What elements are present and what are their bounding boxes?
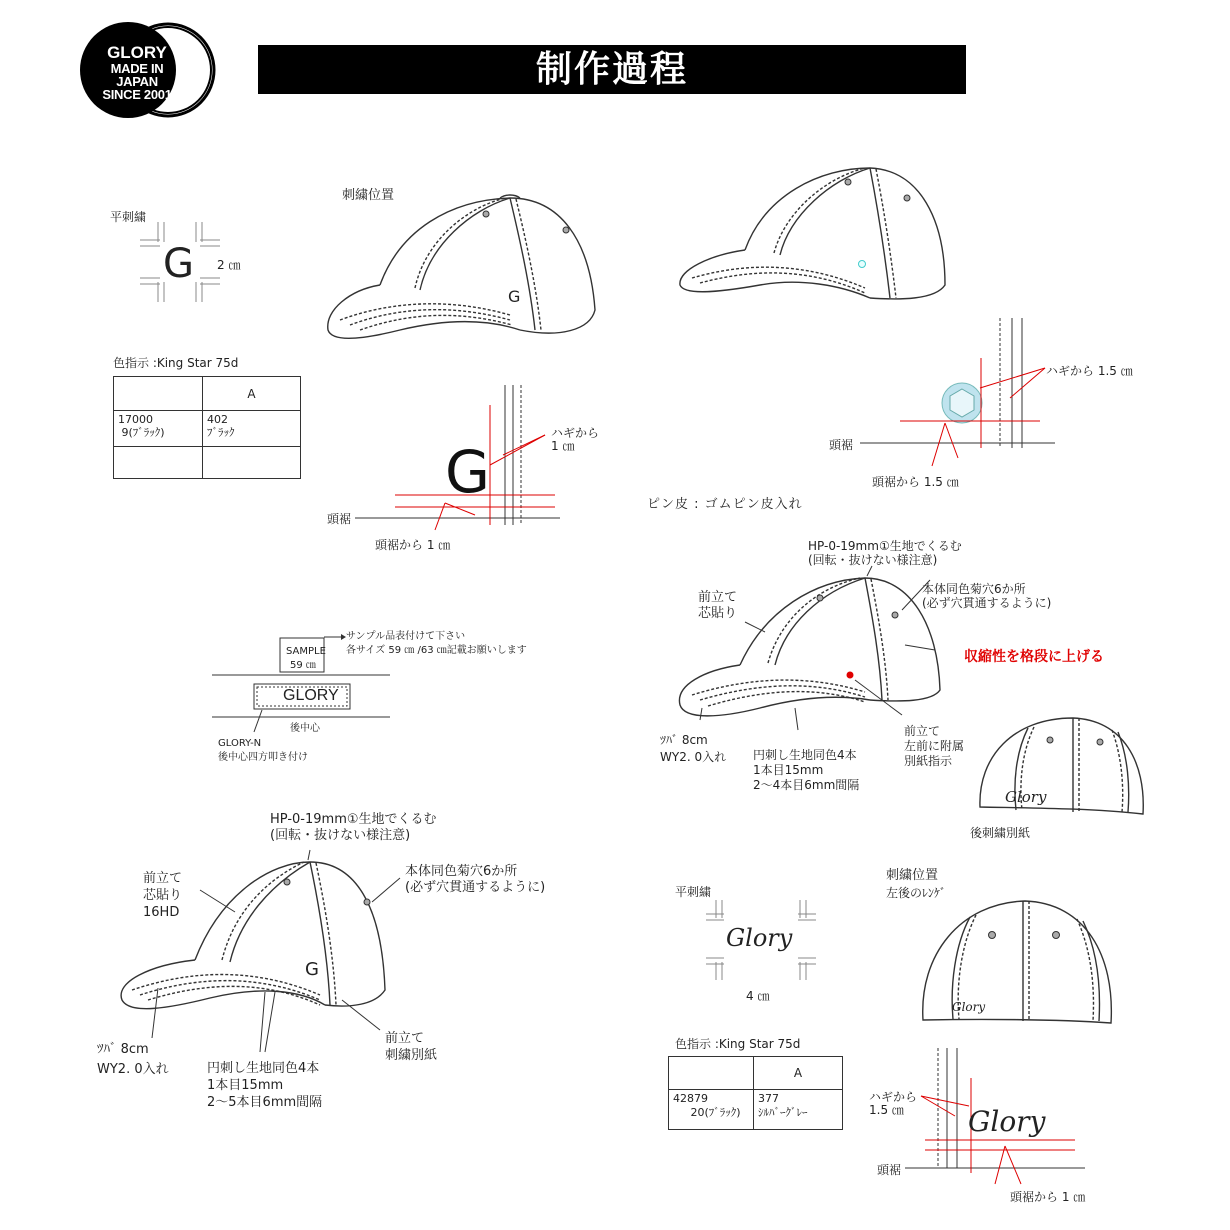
pin-leather-note: ピン皮 : ゴムピン皮入れ — [647, 497, 803, 512]
flat-embroidery-label: 平刺繍 — [110, 210, 147, 224]
sample-tag-text: SAMPLE — [286, 646, 326, 657]
label-code: GLORY-N — [218, 738, 262, 749]
button-note-3: HP-0-19mm①生地でくるむ (回転・抜けない様注意) — [808, 539, 962, 567]
back-center-label: 後中心 — [290, 723, 320, 734]
table-cell — [203, 447, 301, 479]
signature-placement: Glory — [968, 1105, 1046, 1138]
front-note-4: 前立て 芯貼り 16HD — [143, 871, 183, 920]
back-signature-2: Glory — [952, 1000, 986, 1014]
table-cell: 377 ｼﾙﾊﾞｰｸﾞﾚｰ — [754, 1090, 843, 1130]
stitch-note-4: 円刺し生地同色4本 1本目15mm 2〜5本目6mm間隔 — [207, 1061, 323, 1110]
brim-note-4: ﾂﾊﾞ 8cm WY2. 0入れ — [97, 1042, 169, 1077]
button-note-4: HP-0-19mm①生地でくるむ (回転・抜けない様注意) — [270, 812, 437, 843]
eyelets-note-4: 本体同色菊穴6か所 (必ず穴貫通するように) — [405, 864, 546, 895]
g-size-label: 2 ㎝ — [217, 258, 241, 272]
signature-sample: Glory — [726, 924, 793, 952]
eyelets-note-3: 本体同色菊穴6か所 (必ず穴貫通するように) — [922, 582, 1052, 610]
svg-text:G: G — [445, 438, 490, 506]
color-instruction-label: 色指示 :King Star 75d — [113, 356, 239, 370]
table-cell — [114, 377, 203, 411]
from-hem-1cm-2: 頭裾から 1 ㎝ — [1010, 1190, 1086, 1204]
logo-line2: MADE IN JAPAN — [110, 61, 164, 89]
embroidery-position-label-2: 刺繍位置 — [886, 868, 939, 883]
front-emb-note-4: 前立て 刺繍別紙 — [385, 1031, 438, 1063]
embroidery-position-sub: 左後のﾚﾝｹﾞ — [886, 886, 947, 900]
cap-back-view-1 — [968, 712, 1148, 822]
sample-note-1: サンプル品表付けて下さい — [346, 631, 466, 642]
embroidery-position-label: 刺繍位置 — [342, 188, 395, 203]
from-hem-1cm: 頭裾から 1 ㎝ — [375, 538, 451, 552]
svg-text:G: G — [508, 287, 521, 306]
g-placement-diagram — [355, 385, 615, 535]
front-left-note: 前立て 左前に附属 別紙指示 — [904, 724, 965, 768]
back-signature-1: Glory — [1005, 788, 1047, 806]
sample-note-2: 各サイズ 59 ㎝ /63 ㎝記載お願いします — [346, 645, 527, 656]
page-title: 制作過程 — [258, 45, 966, 94]
shrink-emphasis-note: 収縮性を格段に上げる — [964, 649, 1104, 665]
color-table-1 — [113, 376, 301, 479]
table-cell: 17000 9(ﾌﾞﾗｯｸ) — [114, 411, 203, 447]
from-seam-1-5cm: ハギから 1.5 ㎝ — [1046, 364, 1133, 378]
front-note-3: 前立て 芯貼り — [698, 590, 738, 621]
label-attach-note: 後中心四方叩き付け — [218, 752, 308, 763]
cap-side-view-1 — [320, 190, 610, 350]
cap-back-view-2 — [915, 895, 1115, 1025]
sample-size-text: 59 ㎝ — [290, 660, 316, 671]
cap-side-view-2 — [670, 160, 960, 320]
glory-label-text: GLORY — [283, 687, 339, 704]
flat-embroidery-label-2: 平刺繍 — [675, 885, 712, 899]
table-cell: 42879 20(ﾌﾞﾗｯｸ) — [669, 1090, 754, 1130]
table-header-a-2: A — [754, 1057, 843, 1090]
sig-size-label: 4 ㎝ — [746, 989, 770, 1003]
from-seam-1-5cm-2: ハギから 1.5 ㎝ — [869, 1090, 918, 1117]
g-letter-sample: G — [163, 241, 194, 287]
from-hem-1-5cm: 頭裾から 1.5 ㎝ — [872, 475, 959, 489]
color-table-2 — [668, 1056, 843, 1130]
hem-label-3: 頭裾 — [877, 1163, 902, 1177]
table-cell — [669, 1057, 754, 1090]
hem-label-1: 頭裾 — [327, 512, 352, 526]
logo-line3: SINCE 2001 — [102, 87, 172, 102]
from-seam-1cm: ハギから 1 ㎝ — [551, 426, 600, 453]
table-cell — [114, 447, 203, 479]
brim-note-3: ﾂﾊﾞ 8cm WY2. 0入れ — [660, 733, 727, 764]
color-instruction-label-2: 色指示 :King Star 75d — [675, 1037, 801, 1051]
pin-placement-diagram — [860, 318, 1060, 468]
table-cell: 402 ﾌﾞﾗｯｸ — [203, 411, 301, 447]
stitch-note-3: 円刺し生地同色4本 1本目15mm 2〜4本目6mm間隔 — [753, 748, 860, 792]
svg-text:G: G — [305, 959, 319, 980]
hem-label-2: 頭裾 — [829, 438, 854, 452]
table-header-a: A — [203, 377, 301, 411]
logo-text — [90, 44, 184, 101]
back-embroidery-note: 後刺繍別紙 — [970, 826, 1031, 840]
logo-line1: GLORY — [107, 43, 167, 62]
